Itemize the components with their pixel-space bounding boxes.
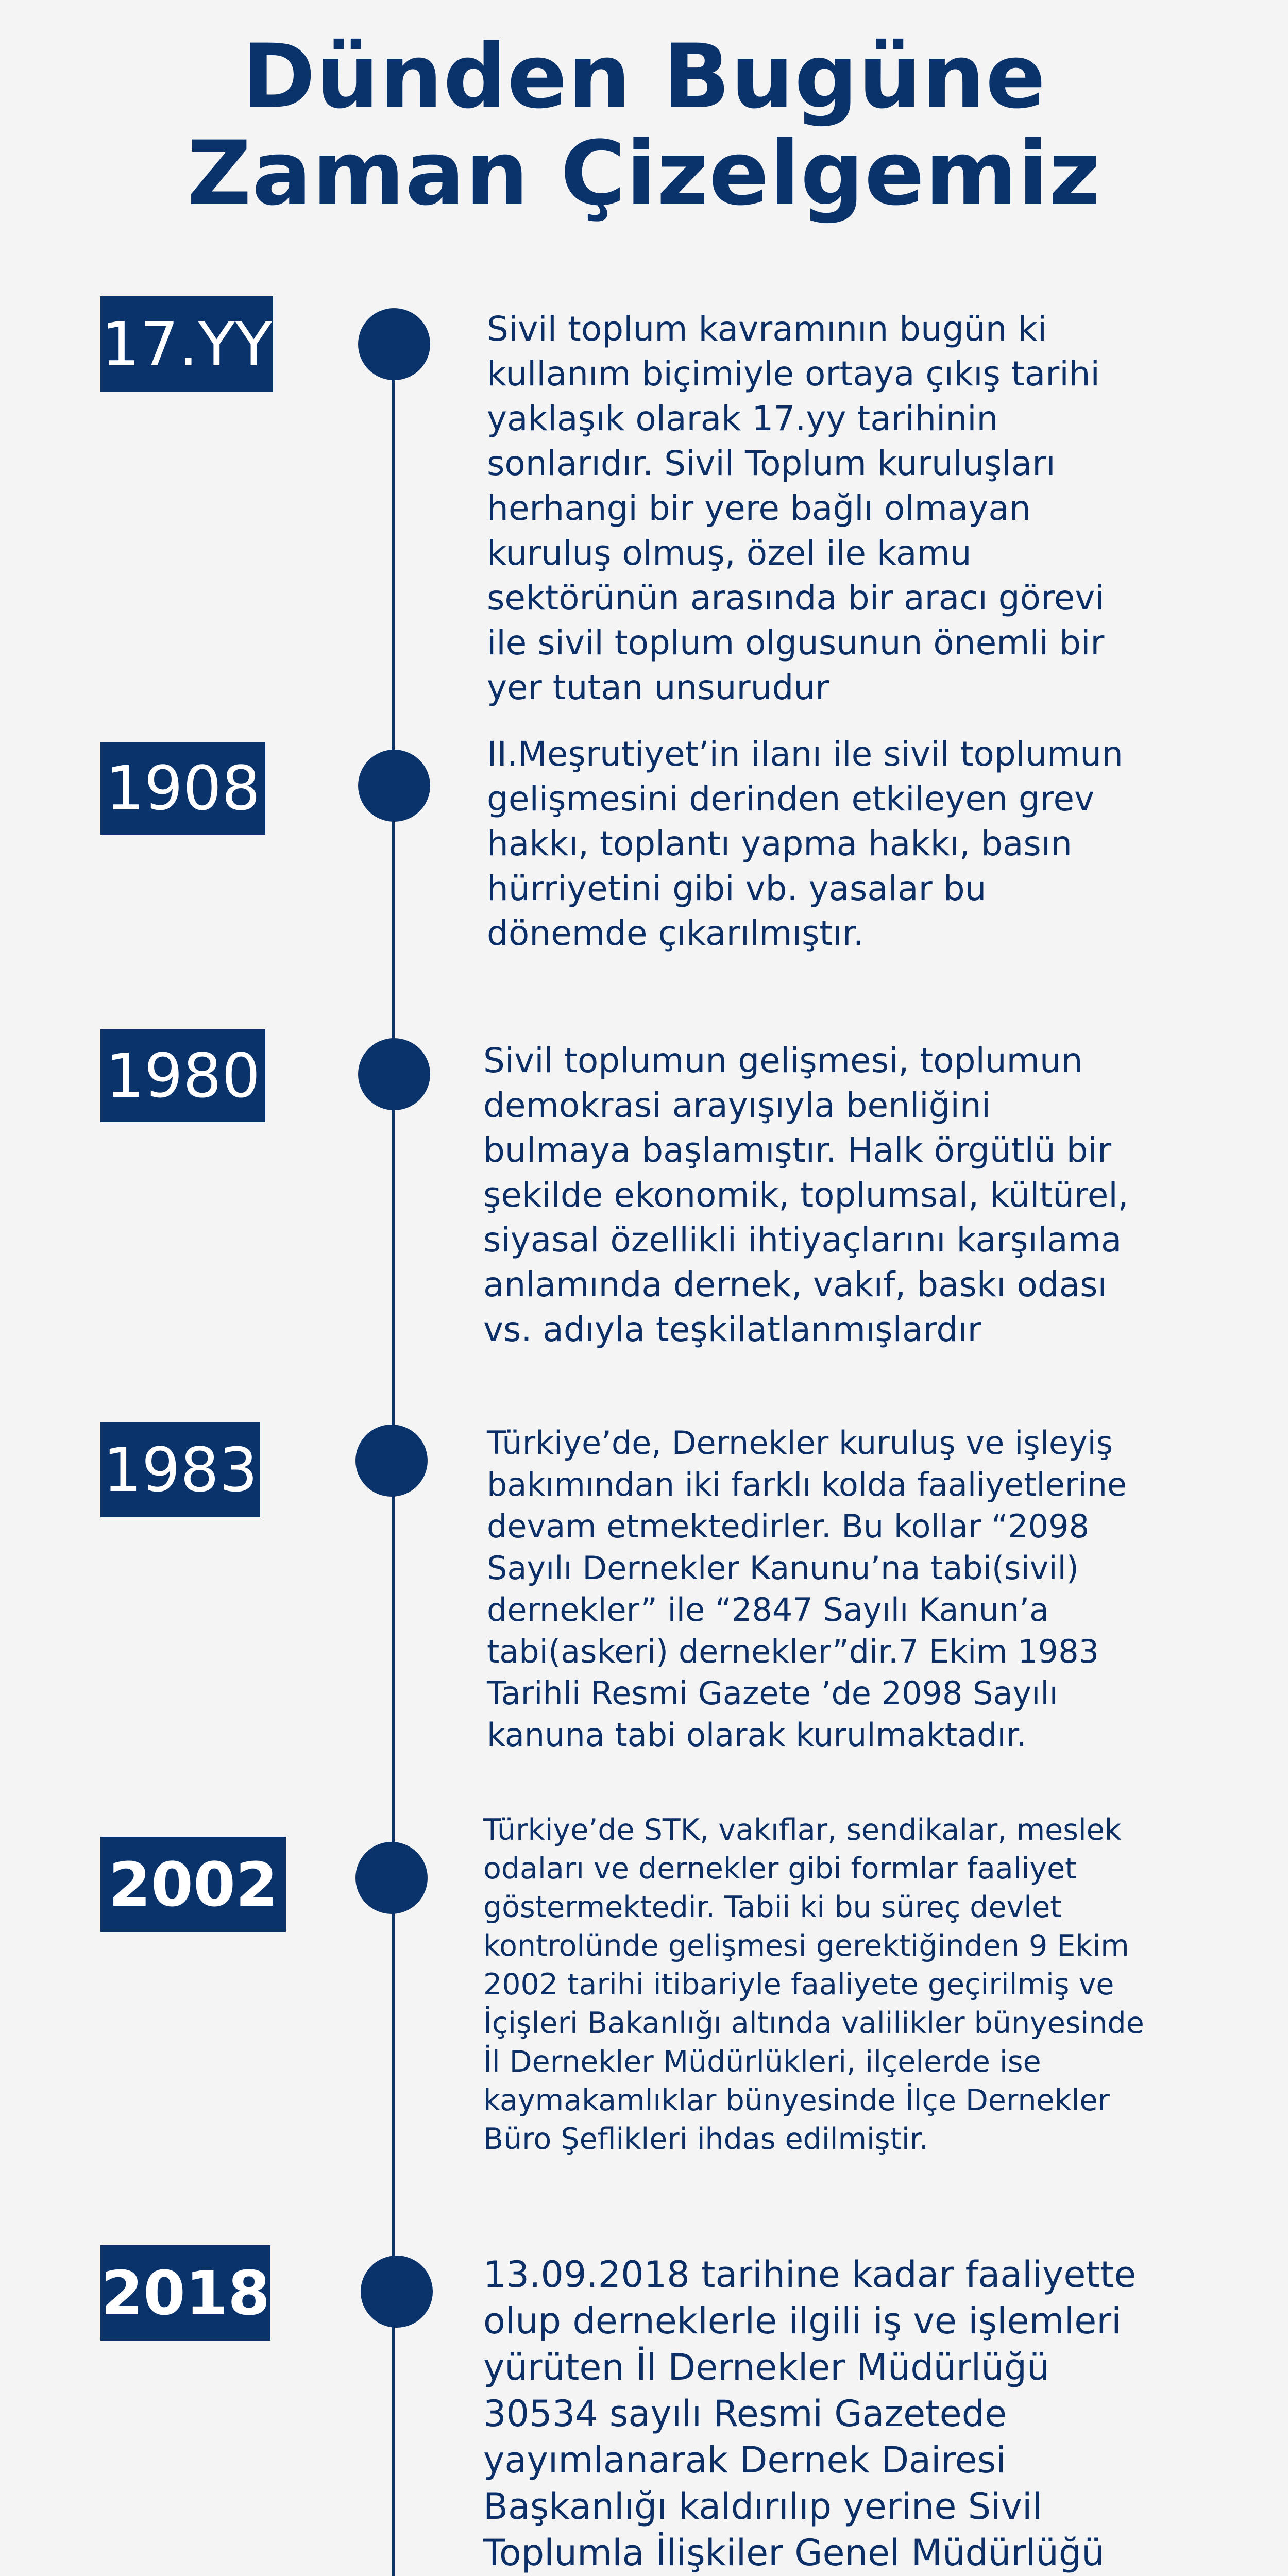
page-title xyxy=(0,25,1288,225)
year-label-1908: 1908 xyxy=(100,742,265,835)
year-label-1983: 1983 xyxy=(100,1422,260,1517)
year-label-1980: 1980 xyxy=(100,1029,265,1122)
year-label-17yy: 17.YY xyxy=(100,296,273,392)
timeline-dot xyxy=(361,2256,433,2328)
timeline-dot xyxy=(358,750,430,822)
timeline-dot xyxy=(358,308,430,380)
entry-text-1983: Türkiye’de, Dernekler kuruluş ve işleyiş bakımından iki farklı kolda faaliyetlerine devam etmektedirler. Bu kollar “2098 Sayılı Dernekler Kanunu’na tabi(sivil) dernekler” ile “2847 Sayılı Kanun’a tabi(askeri) dernekler”dir.7 Ekim 1983 Tarihli Resmi Gazete ’de 2098 Sayılı kanuna tabi olarak kurulmaktadır. xyxy=(487,1424,1127,1754)
entry-text-2018: 13.09.2018 tarihine kadar faaliyette olup derneklerle ilgili iş ve işlemleri yürüten İl Dernekler Müdürlüğü 30534 sayılı Resmi Gazetede yayımlanarak Dernek Dairesi Başkanlığı kaldırılıp yerine Sivil Toplumla İlişkiler Genel Müdürlüğü xyxy=(483,2253,1137,2574)
year-label-2002: 2002 xyxy=(100,1837,286,1932)
entry-text-2002: Türkiye’de STK, vakıflar, sendikalar, meslek odaları ve dernekler gibi formlar faaliyet göstermektedir. Tabii ki bu süreç devlet kontrolünde gelişmesi gerektiğinden 9 Ekim 2002 tarihi itibariyle faaliyete geçirilmiş ve İçişleri Bakanlığı altında valilikler bünyesinde İl Dernekler Müdürlükleri, ilçelerde ise kaymakamlıklar bünyesinde İlçe Dernekler Büro Şeflikleri ihdas edilmiştir. xyxy=(483,1813,1144,2156)
entry-text-1908: II.Meşrutiyet’in ilanı ile sivil toplumun gelişmesini derinden etkileyen grev hakkı, toplantı yapma hakkı, basın hürriyetini gibi vb. yasalar bu dönemde çıkarılmıştır. xyxy=(487,734,1123,953)
timeline-dot xyxy=(355,1425,428,1497)
title-line-2: Zaman Çizelgemiz xyxy=(187,122,1101,225)
entry-text-1980: Sivil toplumun gelişmesi, toplumun demokrasi arayışıyla benliğini bulmaya başlamıştır. Halk örgütlü bir şekilde ekonomik, toplumsal, kültürel, siyasal özellikli ihtiyaçlarını karşılama anlamında dernek, vakıf, baskı odası vs. adıyla teşkilatlanmışlardır xyxy=(483,1041,1129,1349)
title-line-1: Dünden Bugüne xyxy=(242,25,1046,128)
entry-text-17yy: Sivil toplum kavramının bugün ki kullanım biçimiyle ortaya çıkış tarihi yaklaşık olarak 17.yy tarihinin sonlarıdır. Sivil Toplum kuruluşları herhangi bir yere bağlı olmayan kuruluş olmuş, özel ile kamu sektörünün arasında bir aracı görevi ile sivil toplum olgusunun önemli bir yer tutan unsurudur xyxy=(487,309,1105,707)
timeline-dot xyxy=(358,1038,430,1110)
timeline-dot xyxy=(355,1842,428,1914)
year-label-2018: 2018 xyxy=(100,2245,270,2341)
